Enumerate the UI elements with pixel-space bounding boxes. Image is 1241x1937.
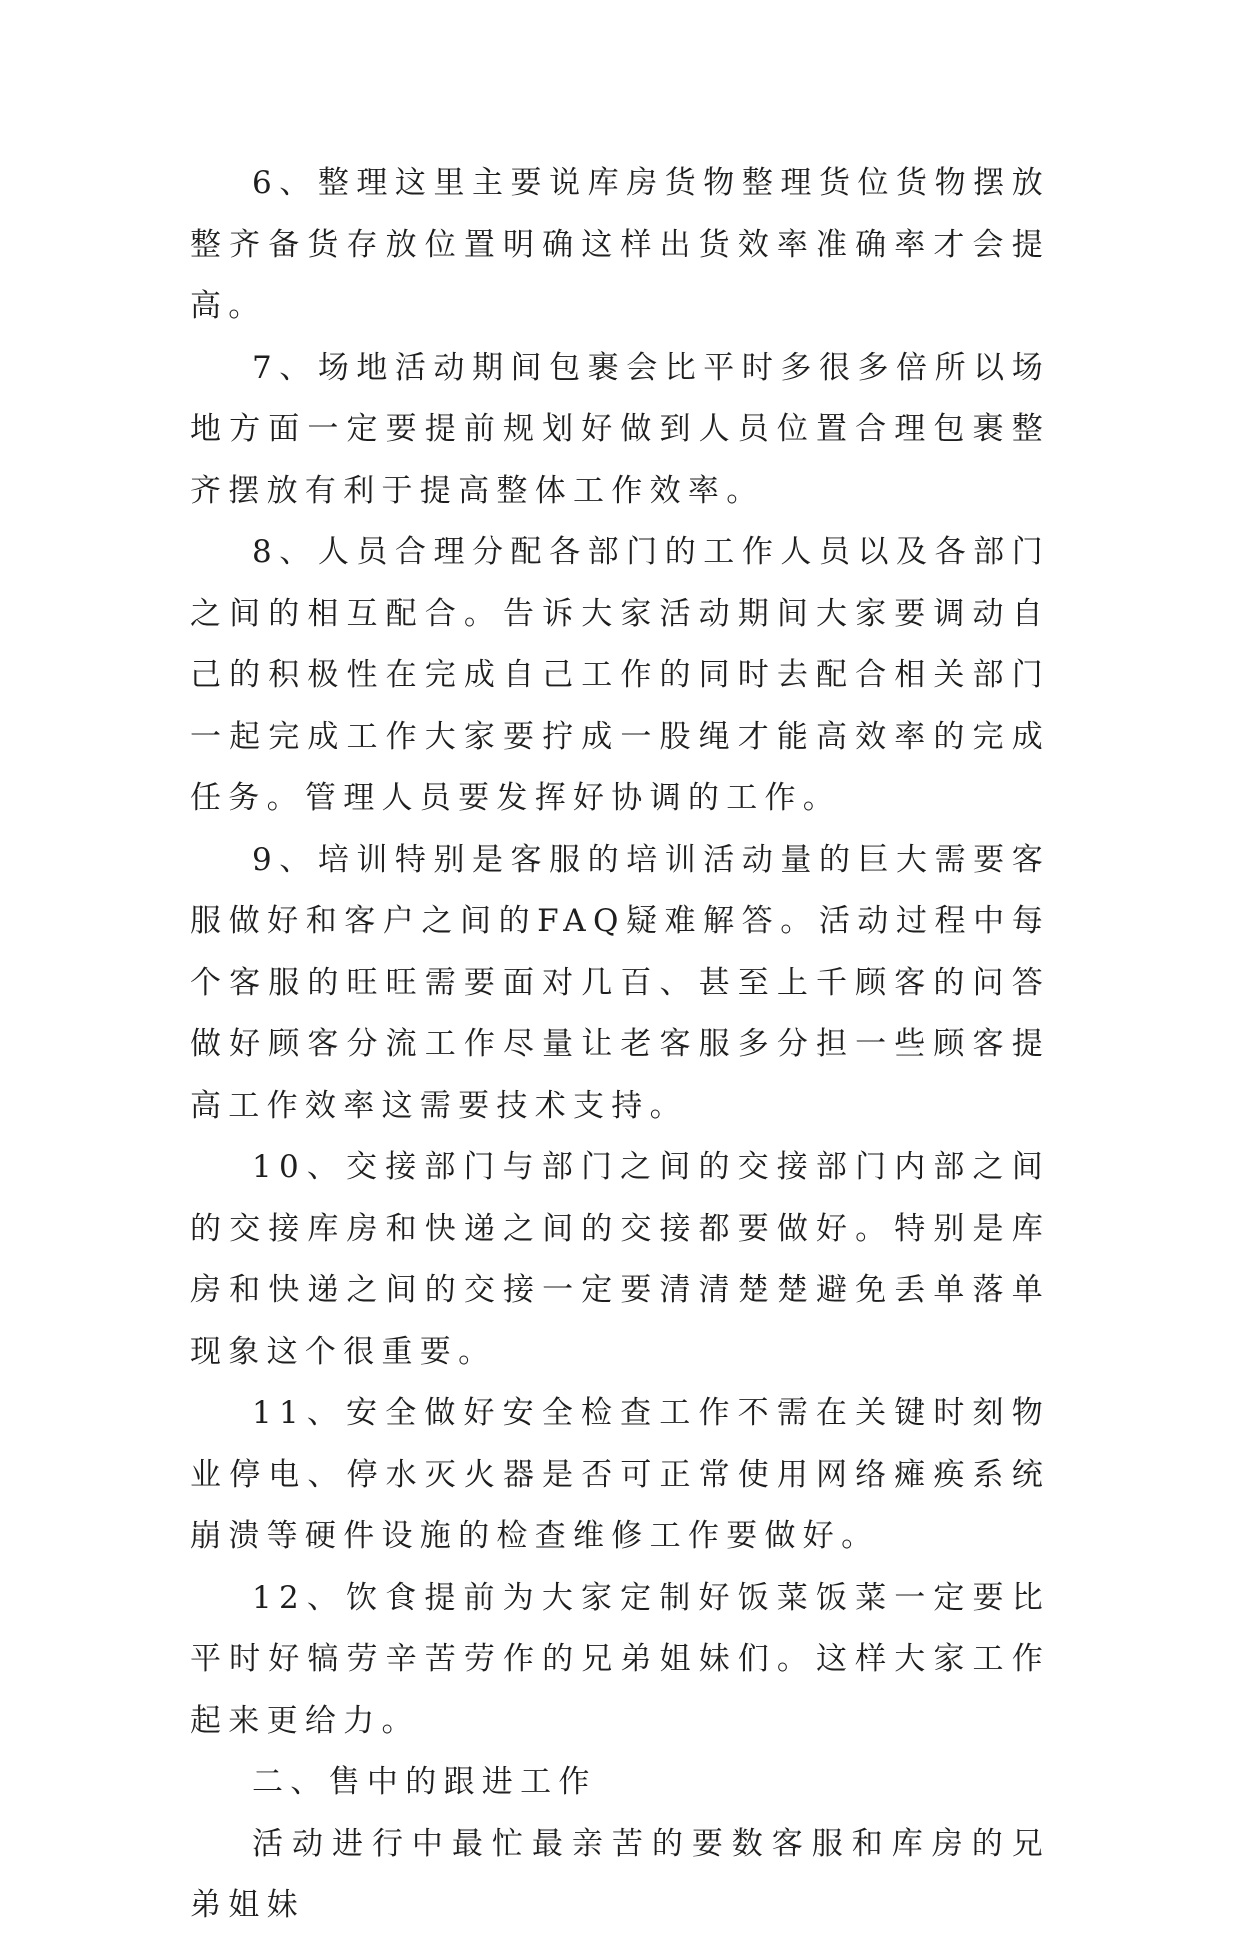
paragraph-item-7: 7、场地活动期间包裹会比平时多很多倍所以场地方面一定要提前规划好做到人员位置合理包裹整齐摆放有利于提高整体工作效率。 bbox=[190, 349, 1050, 509]
paragraph-item-9: 9、培训特别是客服的培训活动量的巨大需要客服做好和客户之间的FAQ疑难解答。活动过程中每个客服的旺旺需要面对几百、甚至上千顾客的问答做好顾客分流工作尽量让老客服多分担一些顾客提高工作效率这需要技术支持。 bbox=[190, 841, 1050, 1124]
document-body bbox=[190, 153, 1050, 1937]
section-heading: 二、售中的跟进工作 bbox=[252, 1764, 597, 1800]
paragraph-item-11: 11、安全做好安全检查工作不需在关键时刻物业停电、停水灭火器是否可正常使用网络瘫痪系统崩溃等硬件设施的检查维修工作要做好。 bbox=[190, 1395, 1050, 1554]
paragraph-item-8: 8、人员合理分配各部门的工作人员以及各部门之间的相互配合。告诉大家活动期间大家要调动自己的积极性在完成自己工作的同时去配合相关部门一起完成工作大家要拧成一股绳才能高效率的完成任务。管理人员要发挥好协调的工作。 bbox=[190, 534, 1050, 816]
paragraph-item-6: 6、整理这里主要说库房货物整理货位货物摆放整齐备货存放位置明确这样出货效率准确率才会提高。 bbox=[190, 165, 1050, 324]
paragraph-item-section-intro: 活动进行中最忙最亲苦的要数客服和库房的兄弟姐妹 bbox=[190, 1825, 1050, 1923]
paragraph-item-10: 10、交接部门与部门之间的交接部门内部之间的交接库房和快递之间的交接都要做好。特别是库房和快递之间的交接一定要清清楚楚避免丢单落单现象这个很重要。 bbox=[190, 1149, 1050, 1370]
paragraph-item-12: 12、饮食提前为大家定制好饭菜饭菜一定要比平时好犒劳辛苦劳作的兄弟姐妹们。这样大家工作起来更给力。 bbox=[190, 1579, 1050, 1739]
